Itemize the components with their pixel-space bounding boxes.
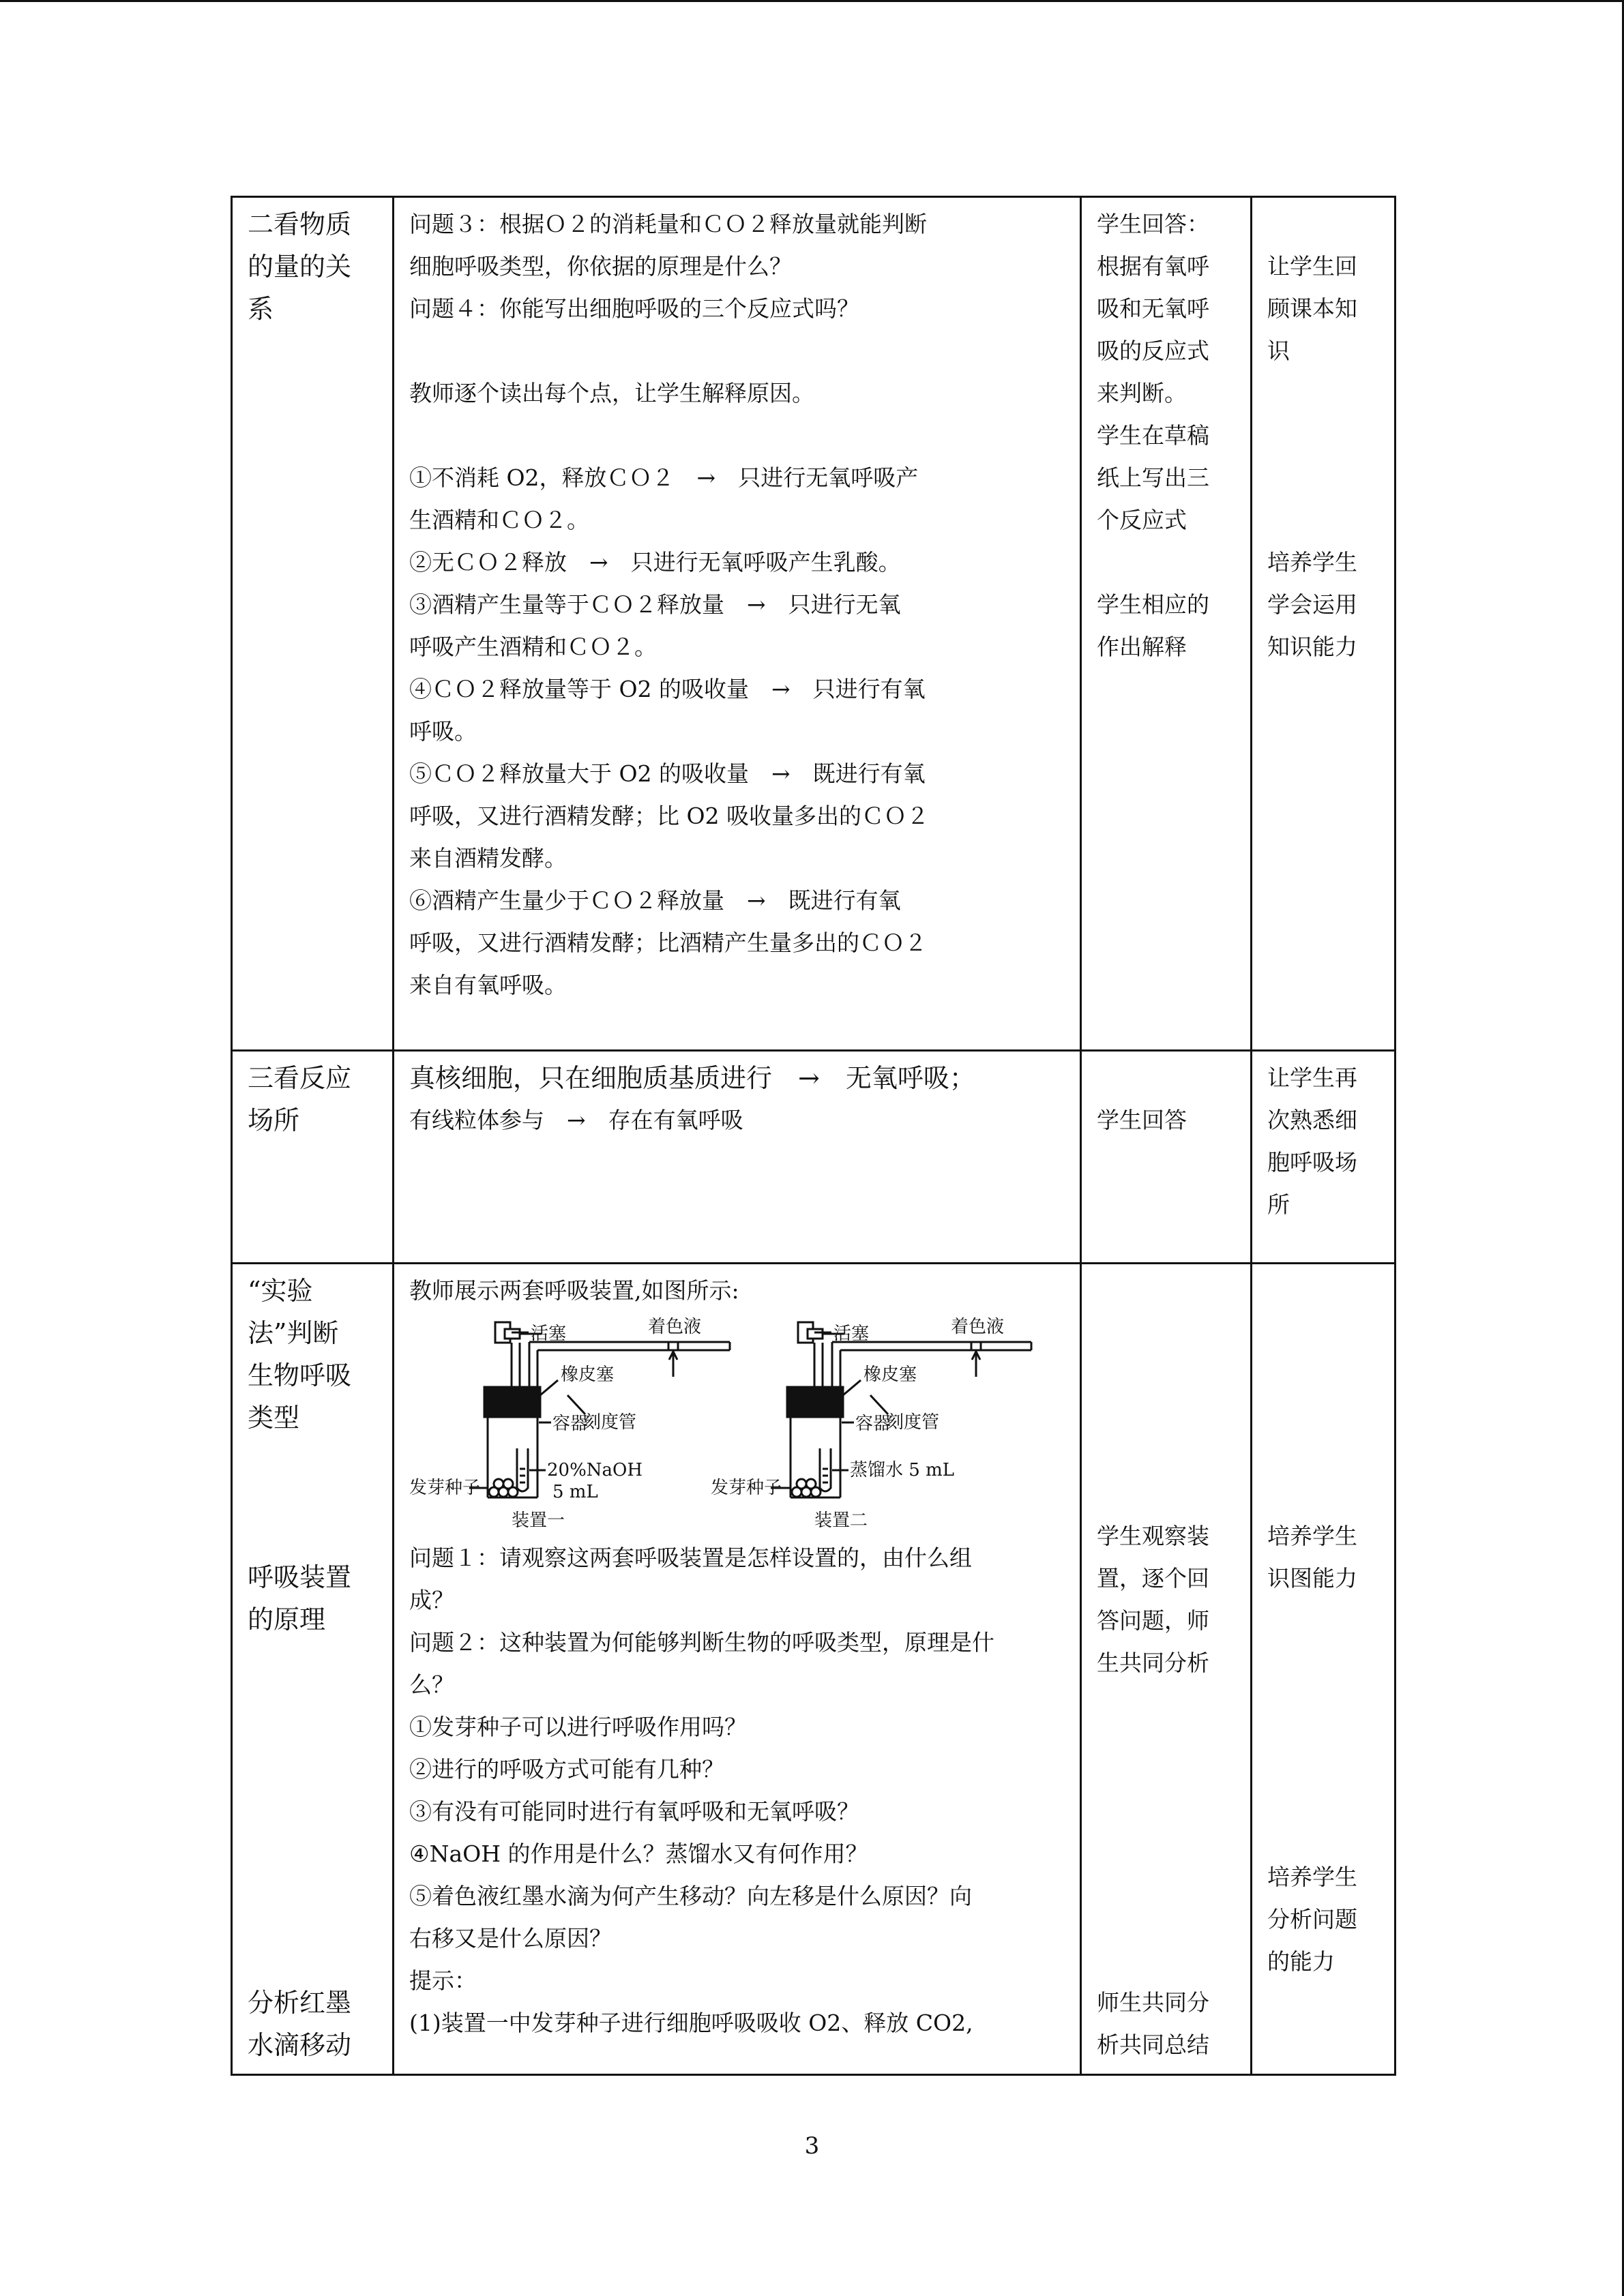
table-row (232, 1264, 1396, 2075)
blank-line (1267, 457, 1382, 499)
content-line: 问题４：你能写出细胞呼吸的三个反应式吗？ (409, 295, 859, 322)
student-line: 学生回答 (1097, 1107, 1187, 1133)
content-line: ⑤着色液红墨水滴为何产生移动？向左移是什么原因？向 (409, 1883, 972, 1909)
blank-line (409, 330, 1067, 372)
blank-line (1267, 372, 1382, 415)
respiration-apparatus-figure (409, 1312, 1050, 1537)
student-line: 置，逐个回 (1097, 1565, 1209, 1592)
stage-line: 呼吸装置 (248, 1562, 352, 1592)
device-one-caption: 装置一 (512, 1510, 565, 1531)
dye-label: 着色液 (951, 1317, 1005, 1337)
content-line: ⑥酒精产生量少于ＣＯ２释放量 → 既进行有氧 (409, 887, 901, 914)
stage-line: 二看物质 (248, 209, 352, 239)
stage-cell (232, 1264, 394, 2075)
content-cell (394, 1264, 1081, 2075)
container-label: 容器 (855, 1414, 891, 1434)
intent-line: 培养学生 (1267, 1523, 1357, 1549)
student-activity-cell (1081, 197, 1252, 1051)
stage-line: 的量的关 (248, 252, 352, 282)
content-line: ③酒精产生量等于ＣＯ２释放量 → 只进行无氧 (409, 591, 901, 618)
student-activity-cell (1081, 1264, 1252, 2075)
stage-line: 类型 (248, 1403, 300, 1433)
table-row (232, 1051, 1396, 1264)
content-line: 来自酒精发酵。 (409, 845, 567, 871)
stage-line: 的原理 (248, 1605, 326, 1635)
content-line: 细胞呼吸类型，你依据的原理是什么？ (409, 253, 792, 280)
content-cell (394, 197, 1081, 1051)
page-top-rule (0, 0, 1624, 2)
student-line: 吸和无氧呼 (1097, 295, 1209, 322)
student-line: 生共同分析 (1097, 1650, 1209, 1676)
content-line: 呼吸。 (409, 718, 477, 745)
stage-line: “实验 (248, 1276, 313, 1306)
student-line: 答问题，师 (1097, 1607, 1209, 1634)
content-line: ①发芽种子可以进行呼吸作用吗？ (409, 1714, 747, 1740)
scale-tube-label: 刻度管 (886, 1412, 940, 1433)
seeds-label: 发芽种子 (409, 1478, 481, 1498)
blank-line (1097, 1057, 1238, 1099)
device-two-caption: 装置二 (814, 1510, 868, 1531)
content-line: ⑤ＣＯ２释放量大于 O2 的吸收量 → 既进行有氧 (409, 760, 926, 787)
content-line: ①不消耗 O2，释放ＣＯ２ → 只进行无氧呼吸产 (409, 464, 919, 491)
intent-line: 胞呼吸场 (1267, 1149, 1357, 1176)
stage-line: 生物呼吸 (248, 1360, 352, 1390)
intent-line: 知识能力 (1267, 633, 1357, 660)
rubber-stopper-label: 橡皮塞 (863, 1365, 917, 1385)
water-label: 蒸馏水 5 mL (850, 1460, 954, 1480)
blank-line (409, 415, 1067, 457)
content-line: 生酒精和ＣＯ２。 (409, 507, 589, 533)
stage-line: 场所 (248, 1105, 300, 1135)
stage-line: 三看反应 (248, 1063, 352, 1093)
content-line: 么？ (409, 1671, 454, 1698)
intent-line: 所 (1267, 1191, 1290, 1218)
stage-cell (232, 1051, 394, 1264)
intent-line: 培养学生 (1267, 549, 1357, 576)
naoh-label: 20%NaOH (547, 1460, 643, 1480)
content-line: 有线粒体参与 → 存在有氧呼吸 (409, 1107, 743, 1133)
content-line: 教师逐个读出每个点，让学生解释原因。 (409, 380, 814, 406)
content-line: ③有没有可能同时进行有氧呼吸和无氧呼吸？ (409, 1798, 859, 1825)
seeds-label: 发芽种子 (711, 1478, 782, 1498)
student-line: 个反应式 (1097, 507, 1187, 533)
naoh-volume-label: 5 mL (552, 1482, 598, 1502)
content-line: 真核细胞，只在细胞质基质进行 → 无氧呼吸； (409, 1063, 975, 1093)
page-number: 3 (804, 2132, 820, 2160)
lesson-plan-table (231, 196, 1396, 2076)
intent-line: 让学生再 (1267, 1064, 1357, 1091)
student-line: 来判断。 (1097, 380, 1187, 406)
student-line: 纸上写出三 (1097, 464, 1209, 491)
content-line: 成？ (409, 1587, 454, 1613)
stage-line: 分析红墨 (248, 1988, 352, 2018)
intent-line: 分析问题 (1267, 1906, 1357, 1933)
stopcock-label: 活塞 (833, 1324, 870, 1344)
content-line: 问题３：根据Ｏ２的消耗量和ＣＯ２释放量就能判断 (409, 211, 927, 237)
content-line: 呼吸，又进行酒精发酵；比 O2 吸收量多出的ＣＯ２ (409, 803, 930, 829)
student-line: 吸的反应式 (1097, 338, 1209, 364)
student-line: 学生回答： (1097, 211, 1209, 237)
stage-line: 系 (248, 294, 274, 324)
student-line: 师生共同分 (1097, 1989, 1209, 2016)
content-line: ②进行的呼吸方式可能有几种？ (409, 1756, 724, 1783)
content-line: 来自有氧呼吸。 (409, 972, 567, 998)
intent-line: 培养学生 (1267, 1864, 1357, 1890)
container-label: 容器 (552, 1414, 589, 1434)
student-activity-cell (1081, 1051, 1252, 1264)
blank-line (1267, 203, 1382, 245)
student-line: 作出解释 (1097, 633, 1187, 660)
stage-line: 法”判断 (248, 1318, 339, 1348)
content-line: 教师展示两套呼吸装置,如图所示: (409, 1277, 739, 1304)
intent-line: 学会运用 (1267, 591, 1357, 618)
content-line: 呼吸，又进行酒精发酵；比酒精产生量多出的ＣＯ２ (409, 929, 927, 956)
content-cell (394, 1051, 1081, 1264)
content-line: ②无ＣＯ２释放 → 只进行无氧呼吸产生乳酸。 (409, 549, 901, 576)
content-line: 右移又是什么原因？ (409, 1925, 612, 1952)
intent-line: 顾课本知 (1267, 295, 1357, 322)
design-intent-cell (1252, 1051, 1396, 1264)
intent-line: 让学生回 (1267, 253, 1357, 280)
design-intent-cell (1252, 1264, 1396, 2075)
blank-line (1097, 541, 1238, 584)
stopcock-label: 活塞 (531, 1324, 567, 1344)
blank-line (1267, 415, 1382, 457)
student-line: 析共同总结 (1097, 2031, 1209, 2058)
student-line: 学生相应的 (1097, 591, 1209, 618)
content-line: 问题１：请观察这两套呼吸装置是怎样设置的，由什么组 (409, 1545, 972, 1571)
rubber-stopper-label: 橡皮塞 (561, 1365, 615, 1385)
blank-line (1267, 499, 1382, 541)
dye-label: 着色液 (648, 1317, 702, 1337)
content-line: 问题２：这种装置为何能够判断生物的呼吸类型，原理是什 (409, 1629, 994, 1656)
content-line: ④ＣＯ２释放量等于 O2 的吸收量 → 只进行有氧 (409, 676, 926, 702)
stage-line: 水滴移动 (248, 2030, 352, 2060)
figure-labels (409, 1317, 1004, 1531)
student-line: 根据有氧呼 (1097, 253, 1209, 280)
intent-line: 的能力 (1267, 1948, 1335, 1975)
content-line: 提示： (409, 1967, 477, 1994)
stage-cell (232, 197, 394, 1051)
intent-line: 识图能力 (1267, 1565, 1357, 1592)
intent-line: 次熟悉细 (1267, 1107, 1357, 1133)
table-row (232, 197, 1396, 1051)
scale-tube-label: 刻度管 (583, 1412, 637, 1433)
intent-line: 识 (1267, 338, 1290, 364)
student-line: 学生在草稿 (1097, 422, 1209, 449)
content-line: (1)装置一中发芽种子进行细胞呼吸吸收 O2、释放 CO2, (409, 2010, 973, 2036)
content-line: ④NaOH 的作用是什么？蒸馏水又有何作用？ (409, 1840, 868, 1867)
student-line: 学生观察装 (1097, 1523, 1209, 1549)
content-line: 呼吸产生酒精和ＣＯ２。 (409, 633, 657, 660)
design-intent-cell (1252, 197, 1396, 1051)
